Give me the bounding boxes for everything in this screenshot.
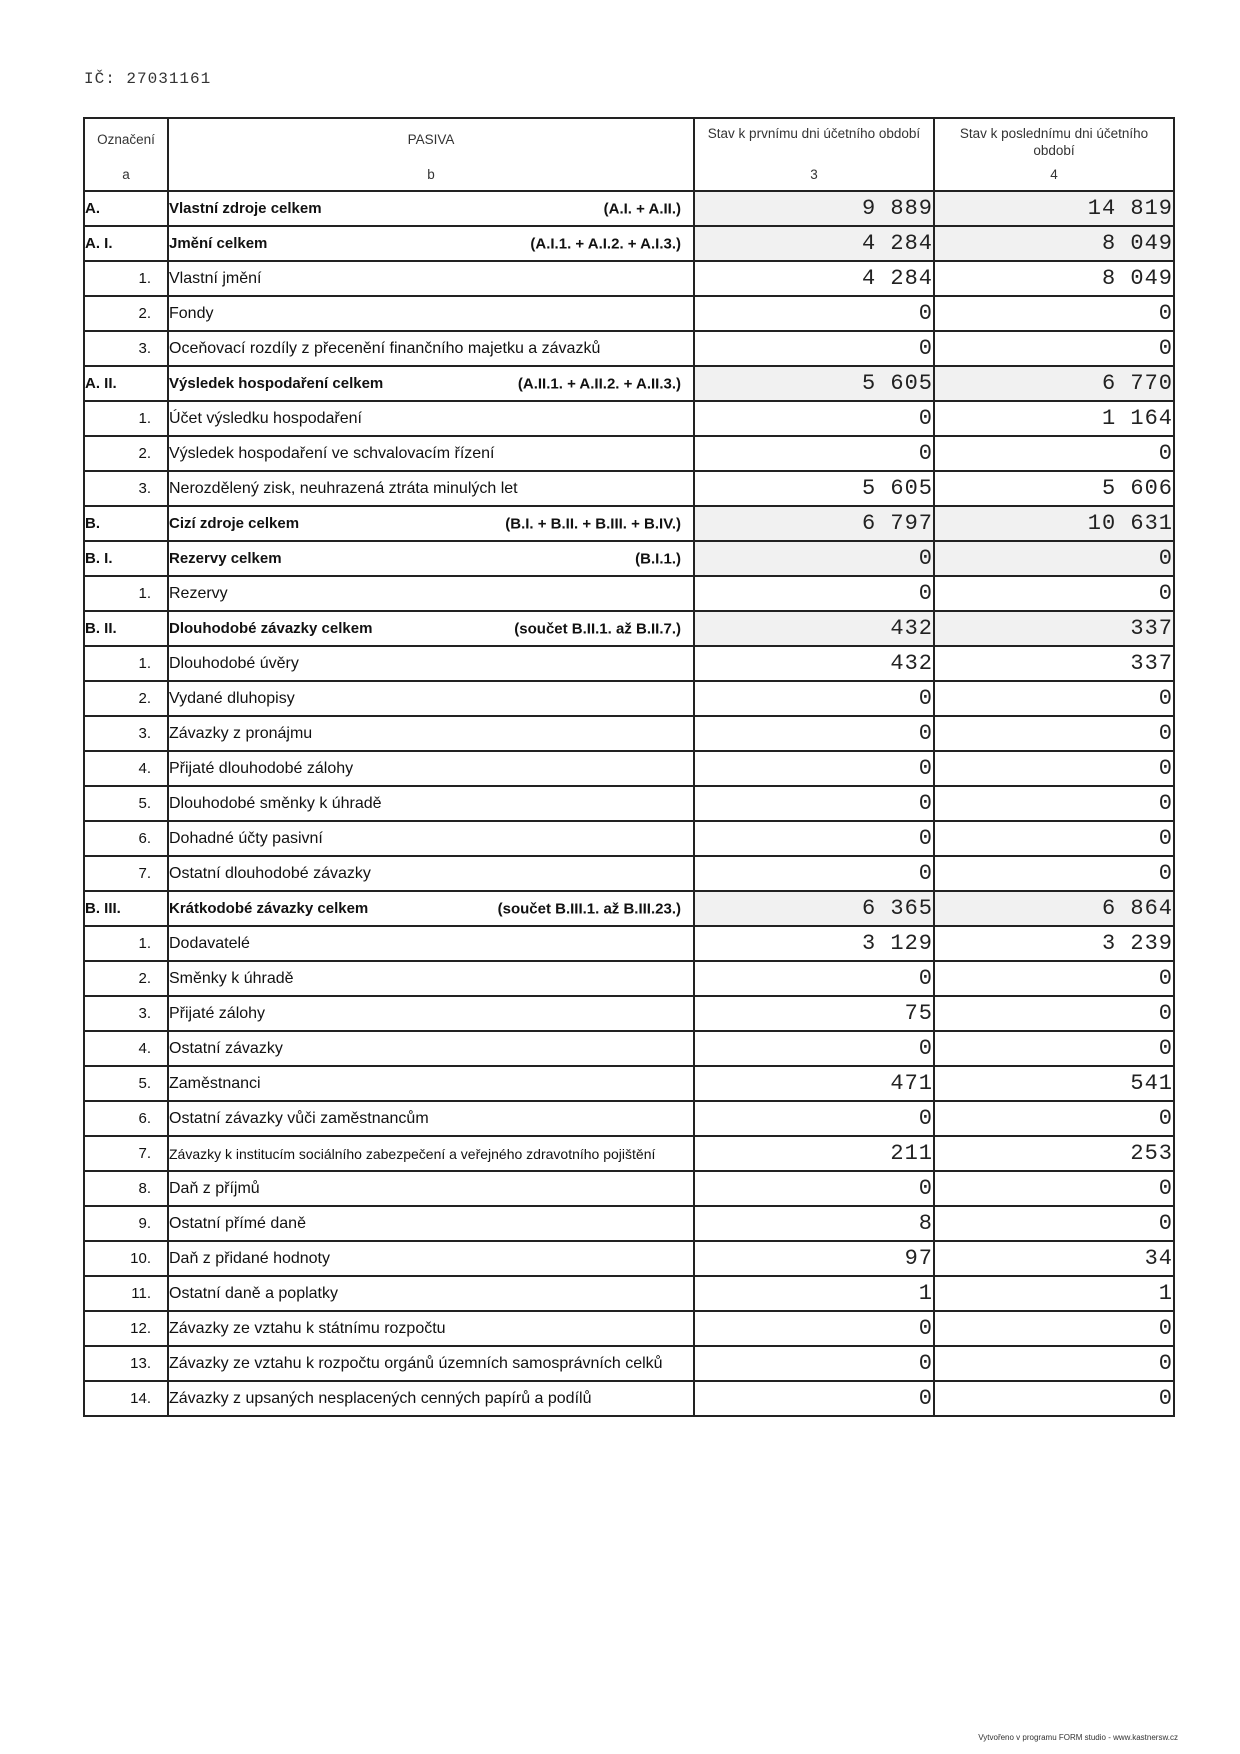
row-mark: B. III. (84, 891, 168, 926)
table-row (84, 331, 1174, 366)
row-formula: (součet B.II.1. až B.II.7.) (514, 620, 681, 637)
value-first-day: 0 (694, 856, 934, 891)
row-name-cell (168, 926, 694, 961)
row-name-cell (168, 856, 694, 891)
table-row (84, 961, 1174, 996)
value-last-day: 0 (934, 996, 1174, 1031)
table-row-total (84, 891, 1174, 926)
header-col-mark (84, 118, 168, 191)
value-first-day: 0 (694, 1171, 934, 1206)
row-label: Jmění celkem (169, 235, 268, 252)
row-name-cell (168, 226, 694, 261)
table-row-total (84, 226, 1174, 261)
value-last-day: 541 (934, 1066, 1174, 1101)
row-label: Rezervy (169, 584, 228, 602)
table-row (84, 471, 1174, 506)
row-mark: 5. (84, 786, 168, 821)
value-last-day: 0 (934, 1031, 1174, 1066)
row-label: Ostatní závazky vůči zaměstnancům (169, 1109, 429, 1127)
header-col-first-day (694, 118, 934, 191)
row-label: Závazky ze vztahu k rozpočtu orgánů územních samosprávních celků (169, 1354, 663, 1372)
value-last-day: 0 (934, 1381, 1174, 1416)
table-row (84, 401, 1174, 436)
row-label: Ostatní dlouhodobé závazky (169, 864, 371, 882)
value-first-day: 0 (694, 1031, 934, 1066)
row-label: Fondy (169, 304, 214, 322)
row-mark: 3. (84, 716, 168, 751)
table-row-total (84, 366, 1174, 401)
row-mark: 9. (84, 1206, 168, 1241)
table-row (84, 1136, 1174, 1171)
header-last-day-label: Stav k poslednímu dni účetního období (959, 126, 1149, 158)
header-col-pasiva (168, 118, 694, 191)
value-first-day: 0 (694, 296, 934, 331)
row-mark: 2. (84, 436, 168, 471)
value-first-day: 6 797 (694, 506, 934, 541)
row-name-cell (168, 1031, 694, 1066)
header-col-last-day (934, 118, 1174, 191)
row-mark: 11. (84, 1276, 168, 1311)
row-mark: B. II. (84, 611, 168, 646)
row-label: Ostatní závazky (169, 1039, 283, 1057)
table-row (84, 926, 1174, 961)
value-first-day: 0 (694, 961, 934, 996)
row-name-cell (168, 1171, 694, 1206)
row-mark: A. (84, 191, 168, 226)
header-pasiva-label: PASIVA (407, 132, 455, 147)
value-last-day: 1 (934, 1276, 1174, 1311)
value-last-day: 0 (934, 681, 1174, 716)
row-formula: (A.I.1. + A.I.2. + A.I.3.) (530, 235, 681, 252)
table-row (84, 1276, 1174, 1311)
value-last-day: 0 (934, 1101, 1174, 1136)
table-row (84, 436, 1174, 471)
row-name-cell (168, 1381, 694, 1416)
table-row (84, 576, 1174, 611)
table-row (84, 1031, 1174, 1066)
row-label: Dodavatelé (169, 934, 250, 952)
row-mark: 1. (84, 576, 168, 611)
table-row (84, 786, 1174, 821)
row-label: Dlouhodobé směnky k úhradě (169, 794, 382, 812)
row-label: Daň z přidané hodnoty (169, 1249, 330, 1267)
row-label: Ostatní daně a poplatky (169, 1284, 338, 1302)
row-name-cell (168, 191, 694, 226)
table-row (84, 821, 1174, 856)
row-formula: (B.I.1.) (635, 550, 681, 567)
row-mark: 1. (84, 261, 168, 296)
row-name-cell (168, 646, 694, 681)
value-last-day: 14 819 (934, 191, 1174, 226)
value-first-day: 8 (694, 1206, 934, 1241)
footer-credit: Vytvořeno v programu FORM studio - www.kastnersw.cz (978, 1733, 1178, 1742)
row-name-cell (168, 786, 694, 821)
value-last-day: 0 (934, 1346, 1174, 1381)
row-name-cell (168, 1241, 694, 1276)
row-mark: B. I. (84, 541, 168, 576)
value-first-day: 4 284 (694, 261, 934, 296)
value-last-day: 5 606 (934, 471, 1174, 506)
value-last-day: 0 (934, 786, 1174, 821)
row-label: Cizí zdroje celkem (169, 515, 300, 532)
row-mark: 1. (84, 401, 168, 436)
value-first-day: 0 (694, 401, 934, 436)
row-name-cell (168, 611, 694, 646)
row-name-cell (168, 1206, 694, 1241)
table-row-total (84, 611, 1174, 646)
table-row-total (84, 541, 1174, 576)
row-label: Výsledek hospodaření ve schvalovacím řízení (169, 444, 495, 462)
header-first-day-label: Stav k prvnímu dni účetního období (707, 126, 921, 141)
value-last-day: 6 770 (934, 366, 1174, 401)
value-last-day: 0 (934, 856, 1174, 891)
value-first-day: 432 (694, 646, 934, 681)
value-first-day: 3 129 (694, 926, 934, 961)
row-formula: (A.II.1. + A.II.2. + A.II.3.) (517, 375, 681, 392)
row-mark: 6. (84, 1101, 168, 1136)
row-mark: 13. (84, 1346, 168, 1381)
value-last-day: 0 (934, 716, 1174, 751)
row-label: Směnky k úhradě (169, 969, 294, 987)
header-pasiva-sub: b (427, 167, 435, 182)
row-name-cell (168, 436, 694, 471)
table-row (84, 646, 1174, 681)
row-label: Vlastní zdroje celkem (169, 200, 322, 217)
row-label: Daň z příjmů (169, 1179, 260, 1197)
value-last-day: 8 049 (934, 261, 1174, 296)
value-first-day: 0 (694, 716, 934, 751)
row-mark: A. I. (84, 226, 168, 261)
value-last-day: 0 (934, 1171, 1174, 1206)
value-last-day: 253 (934, 1136, 1174, 1171)
value-last-day: 10 631 (934, 506, 1174, 541)
value-first-day: 0 (694, 1311, 934, 1346)
row-mark: 3. (84, 471, 168, 506)
row-name-cell (168, 261, 694, 296)
value-first-day: 0 (694, 1101, 934, 1136)
row-name-cell (168, 541, 694, 576)
row-mark: 7. (84, 856, 168, 891)
value-last-day: 0 (934, 576, 1174, 611)
table-header-row (84, 118, 1174, 191)
value-first-day: 471 (694, 1066, 934, 1101)
value-last-day: 0 (934, 1206, 1174, 1241)
row-mark: 2. (84, 296, 168, 331)
table-row (84, 1101, 1174, 1136)
value-first-day: 0 (694, 821, 934, 856)
table-row (84, 1066, 1174, 1101)
value-last-day: 0 (934, 821, 1174, 856)
header-last-day-sub: 4 (1050, 167, 1058, 182)
value-last-day: 0 (934, 541, 1174, 576)
company-id: IČ: 27031161 (84, 70, 212, 88)
value-last-day: 0 (934, 1311, 1174, 1346)
table-row (84, 681, 1174, 716)
row-mark: 10. (84, 1241, 168, 1276)
value-last-day: 34 (934, 1241, 1174, 1276)
table-row (84, 1171, 1174, 1206)
row-label: Výsledek hospodaření celkem (169, 375, 384, 392)
row-name-cell (168, 401, 694, 436)
row-label: Dlouhodobé úvěry (169, 654, 299, 672)
row-name-cell (168, 996, 694, 1031)
row-label: Krátkodobé závazky celkem (169, 900, 369, 917)
header-first-day-sub: 3 (810, 167, 818, 182)
row-mark: 12. (84, 1311, 168, 1346)
value-first-day: 0 (694, 1346, 934, 1381)
value-first-day: 97 (694, 1241, 934, 1276)
row-name-cell (168, 716, 694, 751)
row-mark: 8. (84, 1171, 168, 1206)
table-row (84, 296, 1174, 331)
table-row (84, 1206, 1174, 1241)
row-mark: 1. (84, 926, 168, 961)
row-label: Nerozdělený zisk, neuhrazená ztráta minulých let (169, 479, 518, 497)
row-label: Rezervy celkem (169, 550, 282, 567)
row-name-cell (168, 506, 694, 541)
table-row (84, 1241, 1174, 1276)
row-name-cell (168, 1276, 694, 1311)
row-label: Vydané dluhopisy (169, 689, 295, 707)
value-last-day: 0 (934, 296, 1174, 331)
value-last-day: 8 049 (934, 226, 1174, 261)
value-last-day: 0 (934, 331, 1174, 366)
value-first-day: 0 (694, 751, 934, 786)
value-last-day: 6 864 (934, 891, 1174, 926)
value-first-day: 5 605 (694, 366, 934, 401)
header-mark-label: Označení (97, 132, 155, 147)
table-row (84, 856, 1174, 891)
table-row (84, 751, 1174, 786)
liabilities-table (83, 117, 1175, 1417)
row-mark: 2. (84, 961, 168, 996)
table-row-total (84, 191, 1174, 226)
value-first-day: 0 (694, 786, 934, 821)
row-label: Závazky z upsaných nesplacených cenných papírů a podílů (169, 1389, 592, 1407)
value-first-day: 0 (694, 541, 934, 576)
row-formula: (B.I. + B.II. + B.III. + B.IV.) (505, 515, 681, 532)
value-first-day: 0 (694, 576, 934, 611)
row-name-cell (168, 751, 694, 786)
row-name-cell (168, 331, 694, 366)
row-mark: 3. (84, 331, 168, 366)
row-name-cell (168, 1346, 694, 1381)
row-label: Oceňovací rozdíly z přecenění finančního majetku a závazků (169, 339, 601, 357)
row-formula: (součet B.III.1. až B.III.23.) (497, 900, 681, 917)
row-mark: 6. (84, 821, 168, 856)
table-row (84, 716, 1174, 751)
table-row (84, 1311, 1174, 1346)
table-row (84, 1381, 1174, 1416)
row-label: Závazky ze vztahu k státnímu rozpočtu (169, 1319, 446, 1337)
row-label: Zaměstnanci (169, 1074, 261, 1092)
value-last-day: 337 (934, 646, 1174, 681)
value-first-day: 6 365 (694, 891, 934, 926)
row-name-cell (168, 961, 694, 996)
row-mark: 5. (84, 1066, 168, 1101)
value-first-day: 432 (694, 611, 934, 646)
row-label: Ostatní přímé daně (169, 1214, 306, 1232)
value-last-day: 0 (934, 751, 1174, 786)
table-row (84, 261, 1174, 296)
value-first-day: 0 (694, 1381, 934, 1416)
row-mark: 1. (84, 646, 168, 681)
row-name-cell (168, 1066, 694, 1101)
row-label: Závazky k institucím sociálního zabezpečení a veřejného zdravotního pojištění (169, 1145, 656, 1162)
row-label: Závazky z pronájmu (169, 724, 313, 742)
value-last-day: 0 (934, 436, 1174, 471)
row-label: Účet výsledku hospodaření (169, 409, 362, 427)
row-mark: 7. (84, 1136, 168, 1171)
row-label: Vlastní jmění (169, 269, 262, 287)
row-label: Přijaté dlouhodobé zálohy (169, 759, 354, 777)
value-first-day: 0 (694, 436, 934, 471)
value-first-day: 211 (694, 1136, 934, 1171)
row-name-cell (168, 681, 694, 716)
value-first-day: 5 605 (694, 471, 934, 506)
row-label: Dlouhodobé závazky celkem (169, 620, 373, 637)
value-first-day: 4 284 (694, 226, 934, 261)
value-first-day: 75 (694, 996, 934, 1031)
value-first-day: 0 (694, 681, 934, 716)
row-mark: 4. (84, 1031, 168, 1066)
row-mark: 14. (84, 1381, 168, 1416)
value-first-day: 9 889 (694, 191, 934, 226)
row-mark: A. II. (84, 366, 168, 401)
row-label: Dohadné účty pasivní (169, 829, 323, 847)
row-name-cell (168, 821, 694, 856)
row-name-cell (168, 891, 694, 926)
row-name-cell (168, 471, 694, 506)
value-first-day: 0 (694, 331, 934, 366)
table-row-total (84, 506, 1174, 541)
row-name-cell (168, 1311, 694, 1346)
header-mark-sub: a (122, 167, 130, 182)
value-first-day: 1 (694, 1276, 934, 1311)
value-last-day: 3 239 (934, 926, 1174, 961)
row-label: Přijaté zálohy (169, 1004, 266, 1022)
table-row (84, 1346, 1174, 1381)
row-mark: 4. (84, 751, 168, 786)
value-last-day: 337 (934, 611, 1174, 646)
row-mark: 3. (84, 996, 168, 1031)
row-name-cell (168, 296, 694, 331)
row-name-cell (168, 576, 694, 611)
row-name-cell (168, 1101, 694, 1136)
row-mark: B. (84, 506, 168, 541)
row-name-cell (168, 366, 694, 401)
row-formula: (A.I. + A.II.) (603, 200, 681, 217)
value-last-day: 1 164 (934, 401, 1174, 436)
table-row (84, 996, 1174, 1031)
row-mark: 2. (84, 681, 168, 716)
row-name-cell (168, 1136, 694, 1171)
value-last-day: 0 (934, 961, 1174, 996)
